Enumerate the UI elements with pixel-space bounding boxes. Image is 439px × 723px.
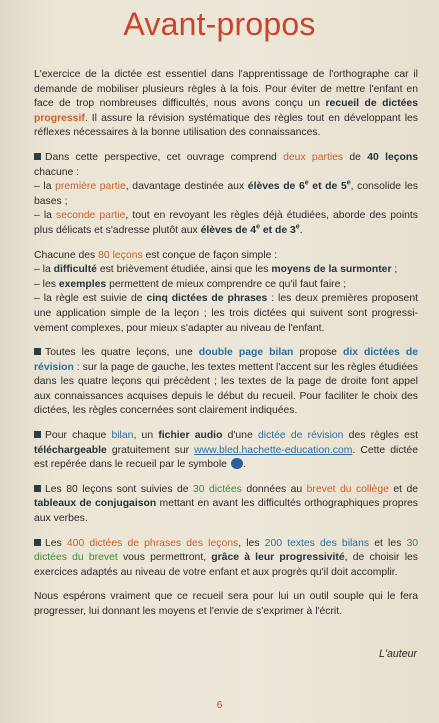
page-title: Avant-propos — [123, 6, 316, 42]
closing-paragraph: Nous espérons vraiment que ce recueil sera pour lui un outil souple qui le fera progresser, lui donnant les moyens et l'envie de s'exprimer à l'écrit. — [34, 591, 418, 617]
bold-text: grâce à leur progressivité — [211, 552, 345, 564]
text: d'une — [222, 430, 258, 442]
bold-text: fichier audio — [158, 430, 223, 442]
text: Toutes les quatre leçons, une — [45, 347, 199, 359]
bold-text: élèves de 4e et de 3e — [200, 223, 300, 236]
text: Chacune des — [34, 249, 99, 261]
text: L'exercice de la dictée est essentiel dans l'apprentissage de l'orthographe car il demande de mobiliser plusieurs règles à la fois. Pour éviter de mettre l'enfant en face de trop nombreuses difficultés, nous avons conçu un — [34, 69, 418, 110]
structure-paragraph — [34, 151, 418, 239]
highlight-text: 400 dictées de phrases des leçons — [66, 537, 239, 549]
page-body — [34, 68, 418, 620]
text: , consolide les bases ; — [34, 181, 418, 207]
text: mettant en avant les difficultés orthographiques propres aux verbes. — [34, 498, 419, 525]
text: chacune : — [34, 166, 80, 178]
text: , davantage destinée aux — [125, 181, 248, 193]
highlight-text: première partie — [55, 181, 126, 193]
text: propose — [293, 347, 343, 359]
bold-text: élèves de 6e et de 5e — [247, 179, 351, 193]
highlight-text: double page bilan — [198, 347, 294, 359]
highlight-text: brevet du collège — [306, 483, 389, 495]
text: , de choisir les exercices adaptés au niveau de votre enfant et aux progrès qu'il doit accomplir. — [34, 552, 418, 578]
bullet-square-icon — [34, 539, 41, 546]
bold-text: recueil de dictées — [325, 98, 418, 110]
highlight-text: 30 dictées — [192, 483, 242, 495]
highlight-text: 80 leçons — [98, 249, 143, 261]
website-link[interactable]: www.bled.hachette-education.com — [194, 444, 353, 456]
bold-text: exemples — [58, 278, 107, 290]
text: vous permettront, — [117, 552, 212, 564]
text: . Cette dictée est repérée dans le recueil par le symbole — [34, 444, 418, 471]
bold-text: 40 leçons — [367, 151, 418, 163]
bold-text: tableaux de conjugaison — [34, 498, 157, 510]
brevet-paragraph — [34, 483, 418, 527]
text: – la — [34, 264, 54, 276]
text: est brièvement étudiée, ainsi que les — [96, 264, 272, 276]
highlight-text: 30 dictées du brevet — [34, 537, 419, 564]
text: Pour chaque — [45, 430, 112, 442]
text: – la règle est suivie de — [34, 293, 147, 305]
text: – les — [34, 278, 59, 290]
bold-text: moyens de la surmonter — [271, 264, 392, 276]
text: – la — [34, 181, 56, 193]
highlight-text: seconde partie — [56, 210, 126, 222]
highlight-text: dix dictées de révision — [34, 347, 418, 373]
text: est conçue de façon simple : — [142, 249, 278, 261]
intro-paragraph — [34, 68, 418, 141]
bilan-paragraph — [34, 346, 418, 419]
text: , un — [133, 430, 159, 442]
highlight-text: progressif — [34, 112, 85, 124]
bullet-square-icon — [34, 348, 41, 355]
text: ; — [391, 264, 398, 276]
text: : sur la page de gauche, les textes mettent l'accent sur les règles étudiées dans les quatre leçons qui précèdent ; les textes de la page de droite font appel aux connaissances acquises depuis le début du recueil. Pour faciliter le choix des dictées, les règles concernées sont clairement indiquées. — [34, 361, 418, 417]
text: Les — [45, 537, 67, 549]
lesson-paragraph — [34, 249, 418, 337]
bullet-square-icon — [34, 485, 41, 492]
text: Les 80 leçons sont suivies de — [45, 483, 193, 495]
page-number: 6 — [216, 700, 223, 711]
bullet-square-icon — [34, 431, 41, 438]
bold-text: cinq dictées de phrases — [146, 293, 268, 305]
text: : les deux premières proposent une application simple de la leçon ; les trois dictées qui suivent sont progressivement complexes, pour mieux s'adapter au niveau de l'enfant. — [34, 293, 419, 334]
audio-symbol-icon — [231, 458, 243, 469]
highlight-text: 200 textes des bilans — [264, 537, 370, 549]
text: de — [343, 151, 368, 163]
summary-paragraph — [34, 537, 418, 581]
highlight-text: bilan — [111, 430, 134, 442]
highlight-text: dictée de révision — [257, 430, 344, 442]
text: et de — [388, 483, 418, 495]
author-signature: L'auteur — [379, 648, 417, 660]
text: permettent de mieux comprendre ce qu'il faut faire ; — [106, 278, 347, 290]
text: , les — [238, 537, 265, 549]
text: . — [299, 224, 303, 236]
text: , tout en revoyant les règles déjà étudiées, aborde des points plus délicats et s'adresse plutôt aux — [34, 210, 419, 236]
text: données au — [241, 483, 307, 495]
audio-paragraph: Pour chaque bilan, un fichier audio d'une dictée de révision des règles est téléchargeable gratuitement sur www.bled.hachette-education.com. Cette dictée est repérée dans le recueil par le symbole . — [34, 430, 419, 471]
text: – la — [34, 210, 57, 222]
text: des règles est — [343, 430, 419, 442]
text: . Il assure la révision systématique des règles tout en développant les réflexes nécessaires à la bonne utilisation des connaissances. — [34, 112, 418, 139]
text: Dans cette perspective, cet ouvrage comprend — [45, 151, 284, 163]
highlight-text: deux parties — [283, 151, 344, 163]
bullet-square-icon — [34, 153, 41, 160]
text: gratuitement sur — [106, 444, 195, 456]
bold-text: difficulté — [53, 264, 97, 276]
bold-text: téléchargeable — [34, 444, 107, 456]
text: et les — [369, 537, 407, 549]
